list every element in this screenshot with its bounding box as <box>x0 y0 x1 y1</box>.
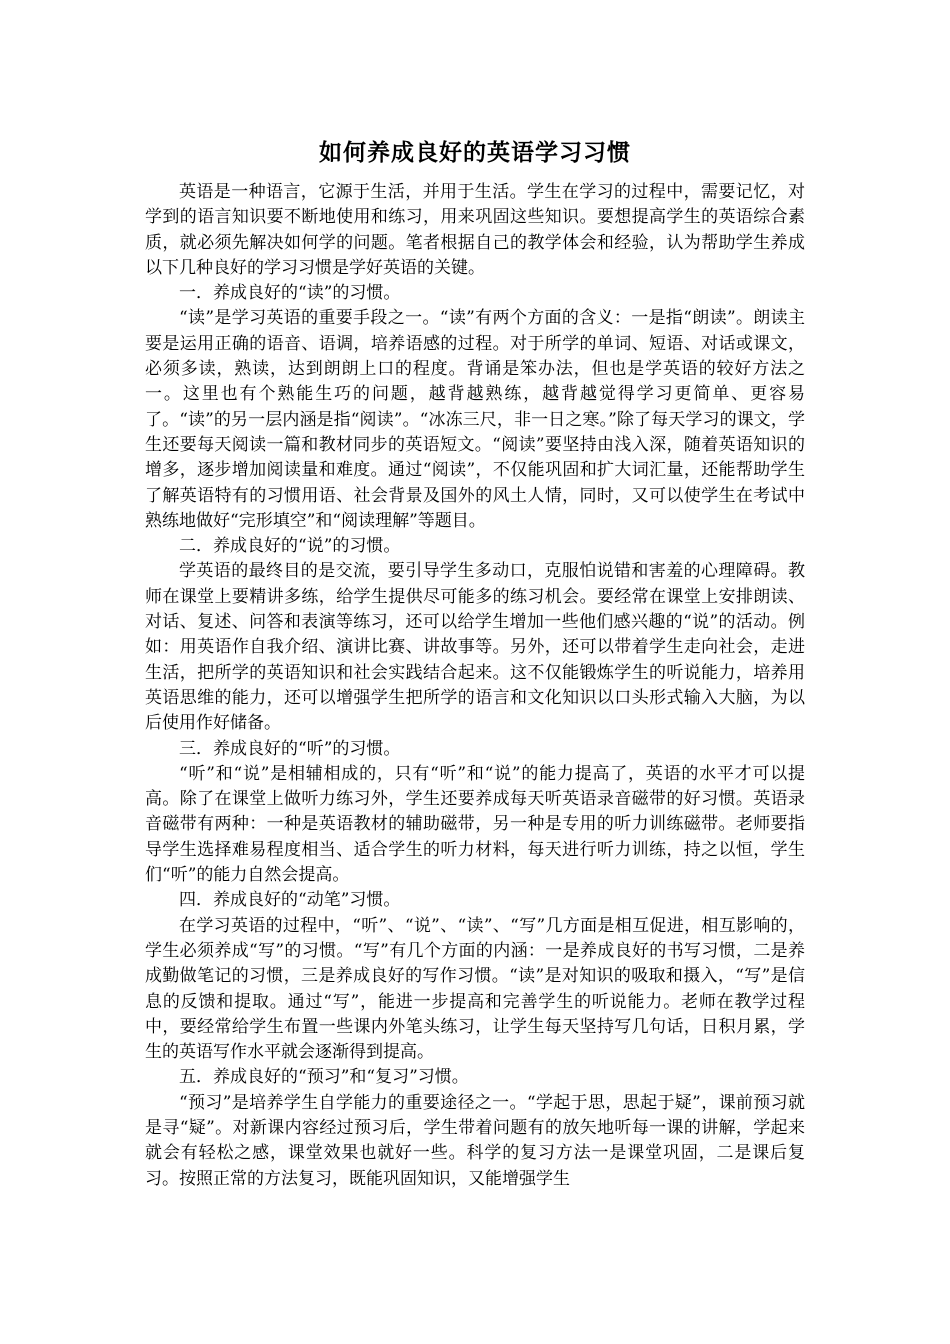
intro-paragraph: 英语是一种语言，它源于生活，并用于生活。学生在学习的过程中，需要记忆，对学到的语言知识要不断地使用和练习，用来巩固这些知识。要想提高学生的英语综合素质，就必须先解决如何学的问题。笔者根据自己的教学体会和经验，认为帮助学生养成以下几种良好的学习习惯是学好英语的关键。 <box>145 182 805 278</box>
section-body-reading: “读”是学习英语的重要手段之一。“读”有两个方面的含义：一是指“朗读”。朗读主要是运用正确的语音、语调，培养语感的过程。对于所学的单词、短语、对话或课文，必须多读，熟读，达到朗朗上口的程度。背诵是笨办法，但也是学英语的较好方法之一。这里也有个熟能生巧的问题，越背越熟练，越背越觉得学习更简单、更容易了。“读”的另一层内涵是指“阅读”。“冰冻三尺，非一日之寒。”除了每天学习的课文，学生还要每天阅读一篇和教材同步的英语短文。“阅读”要坚持由浅入深，随着英语知识的增多，逐步增加阅读量和难度。通过“阅读”，不仅能巩固和扩大词汇量，还能帮助学生了解英语特有的习惯用语、社会背景及国外的风土人情，同时，又可以使学生在考试中熟练地做好“完形填空”和“阅读理解”等题目。 <box>145 308 805 531</box>
section-heading-speaking: 二．养成良好的“说”的习惯。 <box>179 536 401 557</box>
section-body-preview-review: “预习”是培养学生自学能力的重要途径之一。“学起于思，思起于疑”，课前预习就是寻“疑”。对新课内容经过预习后，学生带着问题有的放矢地听每一课的讲解，学起来就会有轻松之感，课堂效果也就好一些。科学的复习方法一是课堂巩固，二是课后复习。按照正常的方法复习，既能巩固知识，又能增强学生 <box>145 1092 805 1189</box>
section-body-writing: 在学习英语的过程中，“听”、“说”、“读”、“写”几方面是相互促进，相互影响的，学生必须养成“写”的习惯。“写”有几个方面的内涵：一是养成良好的书写习惯，二是养成勤做笔记的习惯，三是养成良好的写作习惯。“读”是对知识的吸取和摄入，“写”是信息的反馈和提取。通过“写”，能进一步提高和完善学生的听说能力。老师在教学过程中，要经常给学生布置一些课内外笔头练习，让学生每天坚持写几句话，日积月累，学生的英语写作水平就会逐渐得到提高。 <box>145 915 805 1063</box>
section-heading-writing: 四．养成良好的“动笔”习惯。 <box>179 890 401 911</box>
section-heading-preview-review: 五．养成良好的“预习”和“复习”习惯。 <box>179 1067 469 1088</box>
section-heading-reading: 一．养成良好的“读”的习惯。 <box>179 283 401 304</box>
section-body-speaking: 学英语的最终目的是交流，要引导学生多动口，克服怕说错和害羞的心理障碍。教师在课堂上要精讲多练，给学生提供尽可能多的练习机会。要经常在课堂上安排朗读、对话、复述、问答和表演等练习，还可以给学生增加一些他们感兴趣的“说”的活动。例如：用英语作自我介绍、演讲比赛、讲故事等。另外，还可以带着学生走向社会，走进生活，把所学的英语知识和社会实践结合起来。这不仅能锻炼学生的听说能力，培养用英语思维的能力，还可以增强学生把所学的语言和文化知识以口头形式输入大脑，为以后使用作好储备。 <box>145 561 805 734</box>
document-body <box>145 136 805 1192</box>
section-heading-listening: 三．养成良好的“听”的习惯。 <box>179 738 401 759</box>
document-title: 如何养成良好的英语学习习惯 <box>319 139 631 166</box>
section-body-listening: “听”和“说”是相辅相成的，只有“听”和“说”的能力提高了，英语的水平才可以提高。除了在课堂上做听力练习外，学生还要养成每天听英语录音磁带的好习惯。英语录音磁带有两种：一种是英语教材的辅助磁带，另一种是专用的听力训练磁带。老师要指导学生选择难易程度相当、适合学生的听力材料，每天进行听力训练，持之以恒，学生们“听”的能力自然会提高。 <box>145 763 805 886</box>
